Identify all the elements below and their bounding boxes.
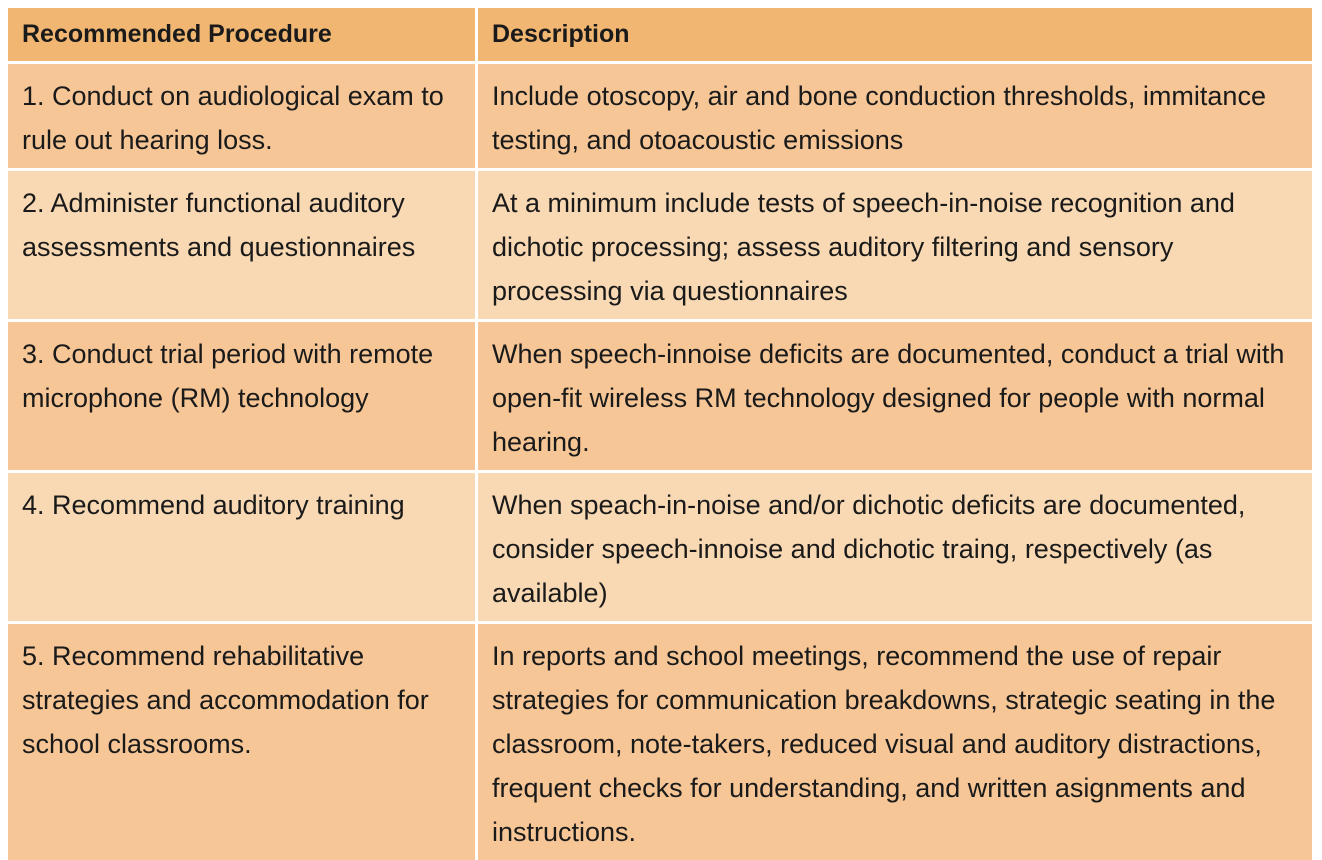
table-row bbox=[8, 322, 1312, 473]
table-row bbox=[8, 473, 1312, 624]
procedures-table-container bbox=[8, 8, 1312, 860]
description-cell: When speech-innoise deficits are documented, conduct a trial with open-fit wireless RM technology designed for people with normal hearing. bbox=[478, 322, 1312, 473]
header-description: Description bbox=[478, 8, 1312, 64]
table-row bbox=[8, 171, 1312, 322]
procedure-cell: 4. Recommend auditory training bbox=[8, 473, 478, 624]
table-row bbox=[8, 624, 1312, 860]
description-cell: When speach-in-noise and/or dichotic deficits are documented, consider speech-innoise and dichotic traing, respectively (as available) bbox=[478, 473, 1312, 624]
description-cell: At a minimum include tests of speech-in-noise recognition and dichotic processing; assess auditory filtering and sensory processing via questionnaires bbox=[478, 171, 1312, 322]
header-recommended-procedure: Recommended Procedure bbox=[8, 8, 478, 64]
procedure-cell: 3. Conduct trial period with remote microphone (RM) technology bbox=[8, 322, 478, 473]
table-header-row bbox=[8, 8, 1312, 64]
description-cell: Include otoscopy, air and bone conduction thresholds, immitance testing, and otoacoustic emissions bbox=[478, 64, 1312, 171]
description-cell: In reports and school meetings, recommend the use of repair strategies for communication breakdowns, strategic seating in the classroom, note-takers, reduced visual and auditory distractions, frequent checks for understanding, and written asignments and instructions. bbox=[478, 624, 1312, 860]
procedure-cell: 5. Recommend rehabilitative strategies and accommodation for school classrooms. bbox=[8, 624, 478, 860]
procedures-table bbox=[8, 8, 1312, 860]
procedure-cell: 1. Conduct on audiological exam to rule out hearing loss. bbox=[8, 64, 478, 171]
table-row bbox=[8, 64, 1312, 171]
procedure-cell: 2. Administer functional auditory assessments and questionnaires bbox=[8, 171, 478, 322]
